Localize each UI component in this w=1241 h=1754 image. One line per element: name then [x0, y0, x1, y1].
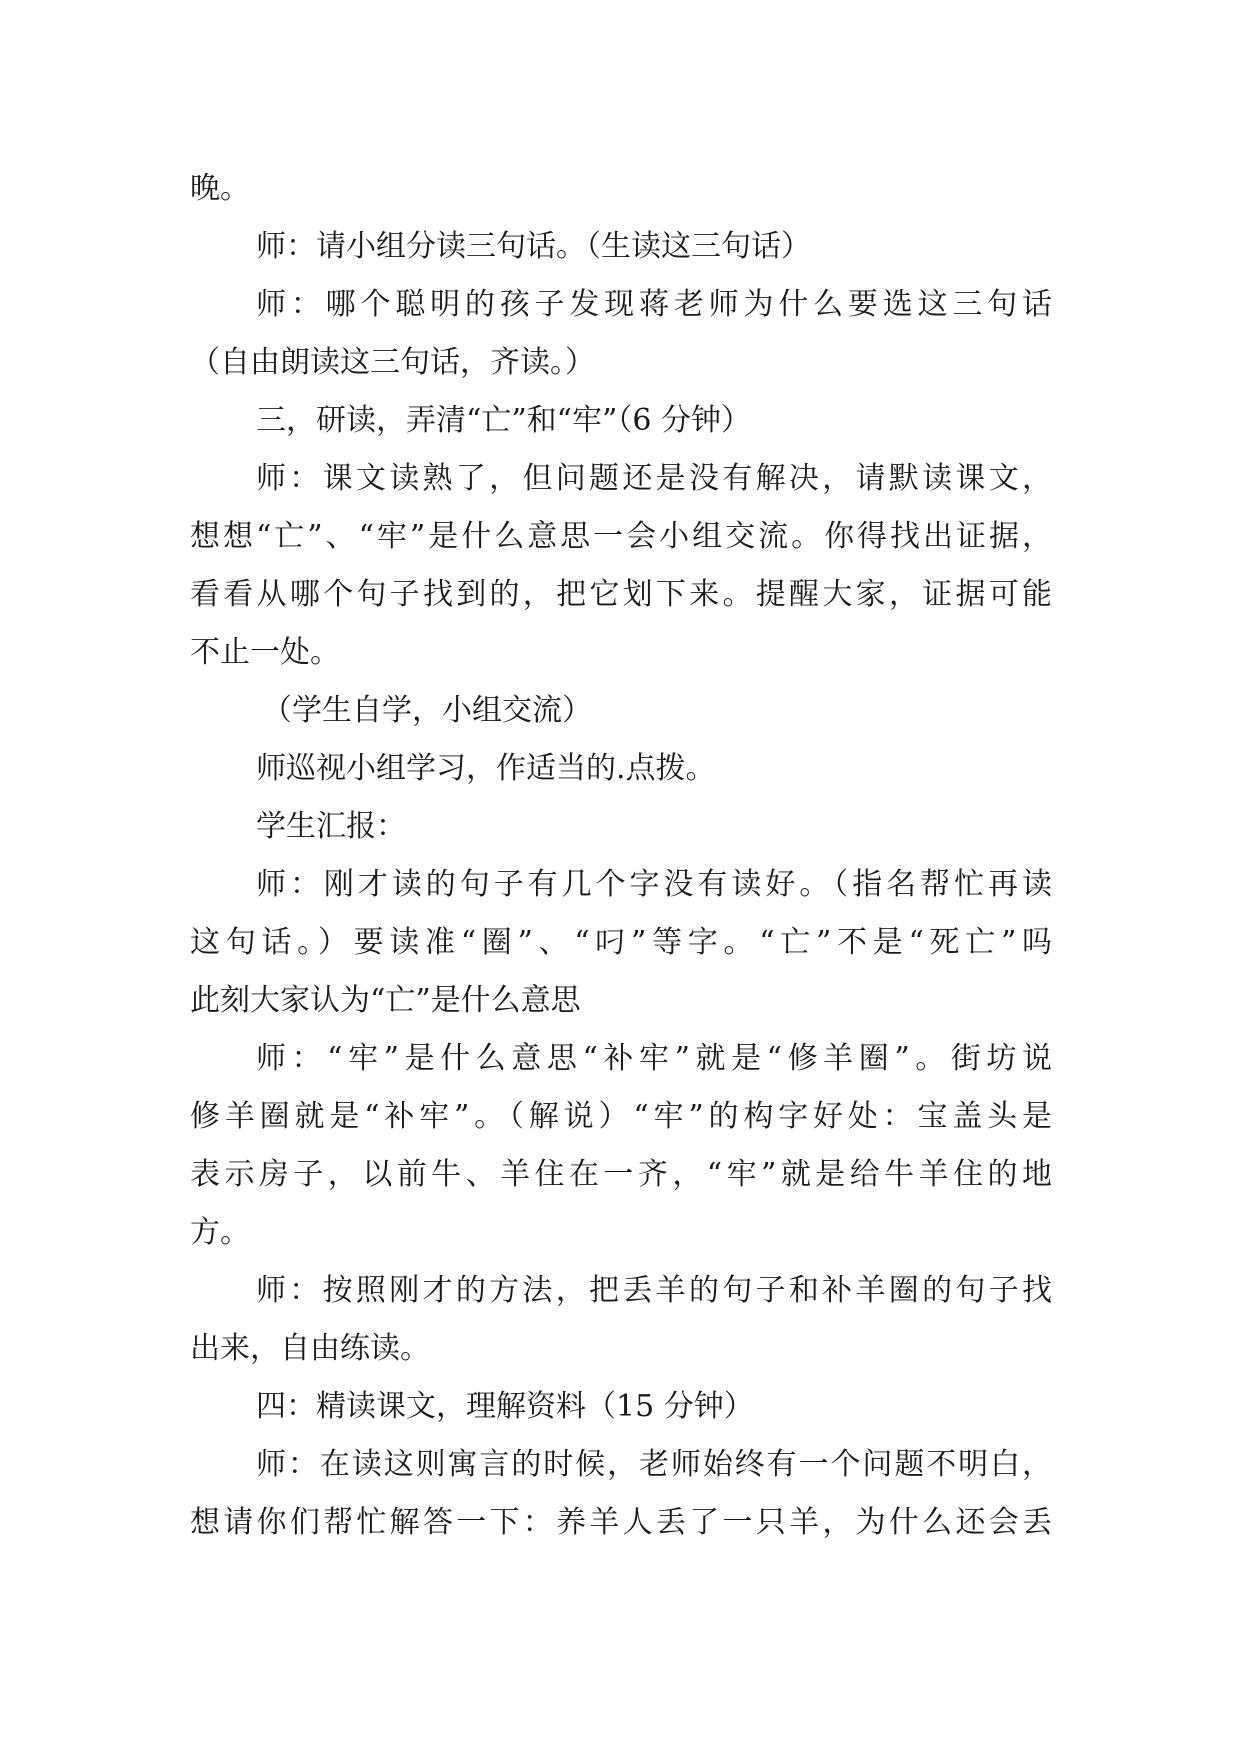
text-line: 师：哪个聪明的孩子发现蒋老师为什么要选这三句话: [256, 287, 1052, 322]
text-line: 出来，自由练读。: [190, 1331, 430, 1366]
document-body: [190, 160, 1052, 1552]
text-line: 师：刚才读的句子有几个字没有读好。（指名帮忙再读: [256, 867, 1052, 902]
section-heading: 四：精读课文，理解资料（15 分钟）: [256, 1389, 754, 1424]
text-line: 此刻大家认为“亡”是什么意思: [190, 983, 581, 1018]
text-line: 师：课文读熟了，但问题还是没有解决，请默读课文，: [256, 461, 1052, 496]
text-line: 表示房子，以前牛、羊住在一齐，“牢”就是给牛羊住的地: [190, 1157, 1052, 1192]
text-line: 方。: [190, 1215, 250, 1250]
text-line: 不止一处。: [190, 635, 340, 670]
text-line: 这句话。）要读准“圈”、“叼”等字。“亡”不是“死亡”吗: [190, 925, 1052, 960]
text-line: 修羊圈就是“补牢”。（解说）“牢”的构字好处：宝盖头是: [190, 1099, 1052, 1134]
text-line: 学生汇报：: [256, 809, 406, 844]
text-line: （学生自学，小组交流）: [262, 693, 592, 728]
text-line: 想请你们帮忙解答一下：养羊人丢了一只羊，为什么还会丢: [190, 1505, 1052, 1540]
text-line: 师：在读这则寓言的时候，老师始终有一个问题不明白，: [256, 1447, 1052, 1482]
text-line: 师：“牢”是什么意思“补牢”就是“修羊圈”。街坊说: [256, 1041, 1052, 1076]
section-heading: 三，研读，弄清“亡”和“牢”（6 分钟）: [256, 403, 751, 438]
text-line: 师巡视小组学习，作适当的.点拨。: [256, 751, 716, 786]
text-line: 看看从哪个句子找到的，把它划下来。提醒大家，证据可能: [190, 577, 1052, 612]
text-line: 想想“亡”、“牢”是什么意思一会小组交流。你得找出证据，: [190, 519, 1052, 554]
text-line: 师：请小组分读三句话。（生读这三句话）: [256, 229, 811, 264]
text-line: 师：按照刚才的方法，把丢羊的句子和补羊圈的句子找: [256, 1273, 1052, 1308]
text-line: （自由朗读这三句话，齐读。）: [190, 345, 595, 380]
text-line: 晚。: [190, 171, 250, 206]
